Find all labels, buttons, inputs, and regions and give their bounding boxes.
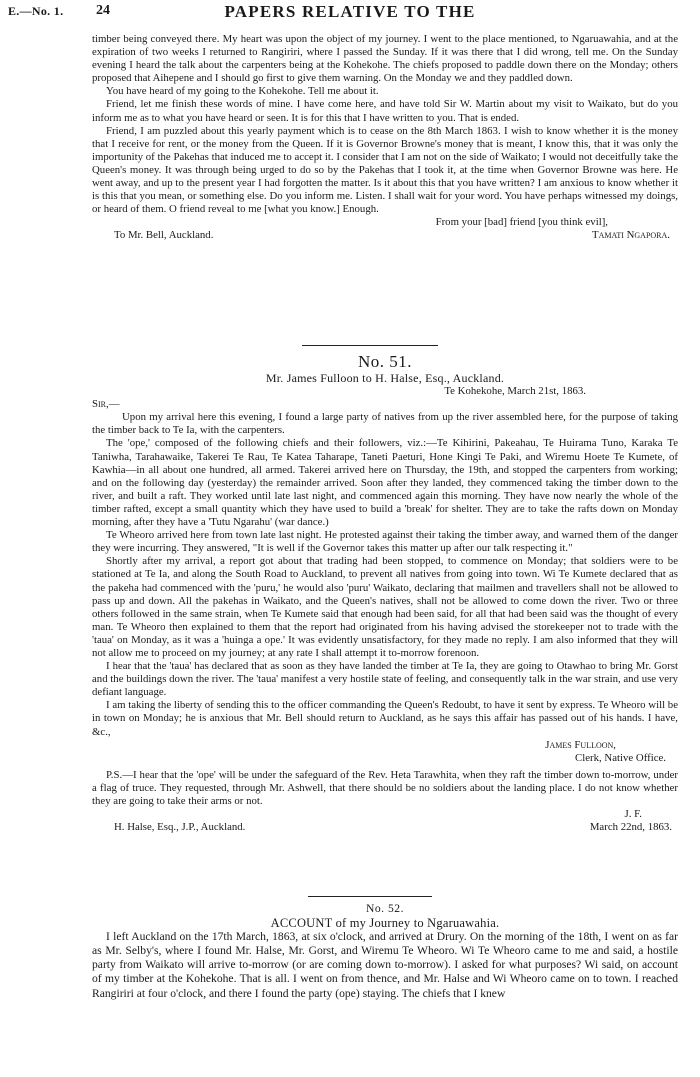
letter-closing: From your [bad] friend [you think evil], bbox=[435, 216, 608, 229]
letter-addressee: To Mr. Bell, Auckland. bbox=[114, 229, 214, 242]
paragraph: Te Wheoro arrived here from town late last night. He protested against their taking the timber away, and warned them of the danger they were incurring. They answered, "It is well if the Governor takes this matter up after our talk respecting it." bbox=[92, 529, 678, 555]
section-number: No. 51. bbox=[357, 352, 413, 371]
postscript-date: March 22nd, 1863. bbox=[589, 821, 672, 834]
paragraph: Shortly after my arrival, a report got about that trading had been stopped, to commence on Monday; that soldiers were to be stationed at Te Ia, and along the South Road to Auckland, to prevent all natives from going into town. Wi Te Kumete declared that as the pakeha had commenced with the 'puru,' he would also 'puru' Waikato, declaring that mailmen and travellers shall not be allowed to pass up and down. All the pakehas in Waikato, and the Queen's natives, shall not be allowed to come down the river. Two or three others followed in the same strain, when Te Kumete said that enough had been said, for all that had been said was the thought of every man. Te Wheoro then explained to them that the report had originated from his having advised the storekeeper not to trade with the 'taua' on Monday, as it was a 'huinga a ope.' It was evidently unsatisfactory, for they made no reply. I am also informed that they will not allow me to proceed on my journey; at any rate I shall attempt it to-morrow forenoon. bbox=[92, 555, 678, 659]
signature-title: Clerk, Native Office. bbox=[575, 751, 666, 764]
document-reference: E.—No. 1. bbox=[8, 4, 64, 18]
paragraph: timber being conveyed there. My heart was upon the object of my journey. I went to the place mentioned, to Ngaruawahia, and at the expiration of two weeks I returned to Rangiriri, where I passed the Sunday. If it was there that I did wrong, tell me. On the Sunday evening I heard the talk about the carpenters being at the Kohekohe. The chiefs proposed to paddle down there on the Monday; others proposed that Aihepene and I should go first to give them warning. On the Monday we and they paddled down. bbox=[92, 33, 678, 85]
postscript-footer bbox=[92, 821, 678, 834]
letter-footer bbox=[92, 229, 678, 242]
paragraph: Friend, let me finish these words of mine. I have come here, and have told Sir W. Martin about my visit to Waikato, but do you inform me as to what you have heard or seen. It is for this that I have written to you. That is ended. bbox=[92, 98, 678, 124]
section-heading: Mr. James Fulloon to H. Halse, Esq., Auckland. bbox=[265, 371, 505, 385]
paragraph: The 'ope,' composed of the following chiefs and their followers, viz.:—Te Kihirini, Pakeahau, Te Huirama Tuno, Karaka Te Taniwha, Tarahawaike, Takerei Te Rau, Te Katea Taharape, Taneti Paeturi, Hone Kingi Te Paki, and Wiremu Hoete Te Kumete, of Kawhia—in all about one hundred, all armed. Takerei arrived here on Thursday, the 19th, and stopped the carpenters from working; and on the following day (yesterday) the remainder arrived. Soon after they landed, they commenced taking the timber down to the river, and built a raft. They worked until late last night, and commenced again this morning. They have now nearly the whole of the timber rafted, except a small quantity which they have used to build a 'break' for shelter. They are to take the rafts down on Monday morning, after they have a 'Tutu Ngarahu' (war dance.) bbox=[92, 437, 678, 529]
paragraph: You have heard of my going to the Kohekohe. Tell me about it. bbox=[106, 85, 379, 98]
section-divider bbox=[308, 896, 432, 897]
dateline: Te Kohekohe, March 21st, 1863. bbox=[444, 385, 586, 398]
paragraph: Friend, I am puzzled about this yearly payment which is to cease on the 8th March 1863. I wish to know whether it is the money that I receive for rent, or the money from the Queen. If it is Governor Browne's money that is meant, I know this, that it was only the importunity of the Pakehas that induced me to accept it. I consider that I am not on the side of Waikato; I would not deceitfully take the Queen's money. It was through being urged to do so by the Pakehas that I took it, at the time when Governor Browne was here. He went away, and up to the present year I had forgotten the matter. Is it about this that you have written? I am anxious to know whether it is this that you mean, or something else. Do you inform me. Listen. I shall wait for your word. You have perhaps witnessed my doings, or heard of them. O friend reveal to me [what you know.] Enough. bbox=[92, 124, 678, 216]
section-52 bbox=[92, 902, 678, 1001]
section-divider bbox=[302, 345, 438, 346]
postscript-initials: J. F. bbox=[624, 808, 642, 821]
paragraph: Upon my arrival here this evening, I found a large party of natives from up the river assembled here, for the purpose of taking the timber back to Te Ia, with the carpenters. bbox=[92, 411, 678, 437]
addressee: H. Halse, Esq., J.P., Auckland. bbox=[114, 821, 246, 834]
salutation: Sir,— bbox=[92, 398, 120, 411]
running-title: PAPERS RELATIVE TO THE bbox=[224, 2, 476, 21]
section-51 bbox=[92, 352, 678, 834]
paragraph: I am taking the liberty of sending this to the officer commanding the Queen's Redoubt, to have it sent by express. Te Wheoro will be in town on Monday; he is anxious that Mr. Bell should return to Auckland, as he says this affair has passed out of his hands. I have, &c., bbox=[92, 699, 678, 738]
section-heading: ACCOUNT of my Journey to Ngaruawahia. bbox=[270, 916, 500, 931]
paragraph: I left Auckland on the 17th March, 1863, at six o'clock, and arrived at Drury. On the morning of the 18th, I went on as far as Mr. Selby's, where I found Mr. Halse, Mr. Gorst, and Wiremu Te Wheoro. Wi Te Wheoro came to me and said, a hostile party from Waikato will arrive to-morrow (or are coming down to-morrow). I asked for what purposes? Wi said, on account of my timber at the Kohekohe. That is all. I went on from thence, and Mr. Halse and Wi Wheoro came on to town. I reached Rangiriri at four o'clock, and there I found the party (ope) staying. The chiefs that I knew bbox=[92, 930, 678, 1000]
page-number: 24 bbox=[96, 3, 110, 18]
paragraph: I hear that the 'taua' has declared that as soon as they have landed the timber at Te Ia, they are going to Otawhao to bring Mr. Gorst and the buildings down the river. The 'taua' manifest a very hostile state of feeling, and consequently talk in the war strain, and use very defiant language. bbox=[92, 660, 678, 699]
letter-signature: Tamati Ngapora. bbox=[591, 229, 670, 242]
continuation-letter bbox=[92, 33, 678, 243]
signature-name: James Fulloon, bbox=[545, 738, 616, 751]
page-header bbox=[8, 4, 692, 28]
section-number: No. 52. bbox=[366, 902, 404, 915]
postscript: P.S.—I hear that the 'ope' will be under the safeguard of the Rev. Heta Tarawhita, when they raft the timber down to-morrow, under a flag of truce. They requested, through Mr. Ashwell, that there should be no soldiers about the landing place. I do not know whether they are going to take their arms or not. bbox=[92, 768, 678, 807]
